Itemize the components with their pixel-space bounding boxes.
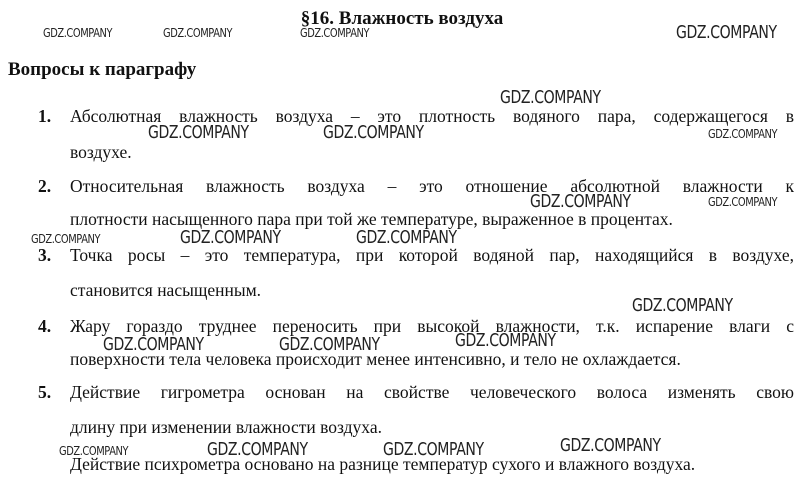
watermark: GDZ.COMPANY	[500, 87, 601, 108]
watermark: GDZ.COMPANY	[383, 439, 484, 460]
watermark: GDZ.COMPANY	[59, 444, 129, 458]
watermark: GDZ.COMPANY	[43, 26, 113, 40]
watermark: GDZ.COMPANY	[300, 26, 370, 40]
answer-line: Точка росы – это температура, при которой водяной пар, находящийся в воздухе,	[70, 245, 794, 265]
answer-number: 4.	[38, 316, 52, 336]
answer-line: Относительная влажность воздуха – это отношение абсолютной влажности к	[70, 176, 794, 196]
answer-line: Действие психрометра основано на разнице температур сухого и влажного воздуха.	[70, 454, 696, 474]
answer-number: 2.	[38, 176, 52, 196]
answer-line: Абсолютная влажность воздуха – это плотность водяного пара, содержащегося в	[70, 106, 794, 126]
page-title: §16. Влажность воздуха	[300, 8, 504, 29]
answer-line: Действие гигрометра основан на свойстве человеческого волоса изменять свою	[70, 382, 794, 402]
watermark: GDZ.COMPANY	[455, 330, 556, 351]
watermark: GDZ.COMPANY	[560, 435, 661, 456]
watermark: GDZ.COMPANY	[180, 227, 281, 248]
watermark: GDZ.COMPANY	[356, 227, 457, 248]
answer-line: поверхности тела человека происходит менее интенсивно, и тело не охлаждается.	[70, 349, 681, 369]
watermark: GDZ.COMPANY	[323, 122, 424, 143]
answer-line: длину при изменении влажности воздуха.	[70, 417, 382, 437]
watermark: GDZ.COMPANY	[148, 122, 249, 143]
watermark: GDZ.COMPANY	[207, 439, 308, 460]
watermark: GDZ.COMPANY	[530, 191, 631, 212]
answer-line: становится насыщенным.	[70, 280, 262, 300]
watermark: GDZ.COMPANY	[708, 127, 778, 141]
answer-line: Жару гораздо труднее переносить при высокой влажности, т.к. испарение влаги с	[70, 316, 794, 336]
answer-number: 1.	[38, 106, 52, 126]
answer-line: воздухе.	[70, 142, 132, 162]
watermark: GDZ.COMPANY	[163, 26, 233, 40]
watermark: GDZ.COMPANY	[103, 334, 204, 355]
watermark: GDZ.COMPANY	[708, 195, 778, 209]
answer-number: 5.	[38, 382, 52, 402]
section-subtitle: Вопросы к параграфу	[8, 59, 197, 80]
watermark: GDZ.COMPANY	[31, 232, 101, 246]
watermark: GDZ.COMPANY	[279, 334, 380, 355]
watermark: GDZ.COMPANY	[676, 22, 777, 43]
answer-line: плотности насыщенного пара при той же температуре, выраженное в процентах.	[70, 209, 673, 229]
watermark: GDZ.COMPANY	[632, 295, 733, 316]
answer-number: 3.	[38, 245, 52, 265]
